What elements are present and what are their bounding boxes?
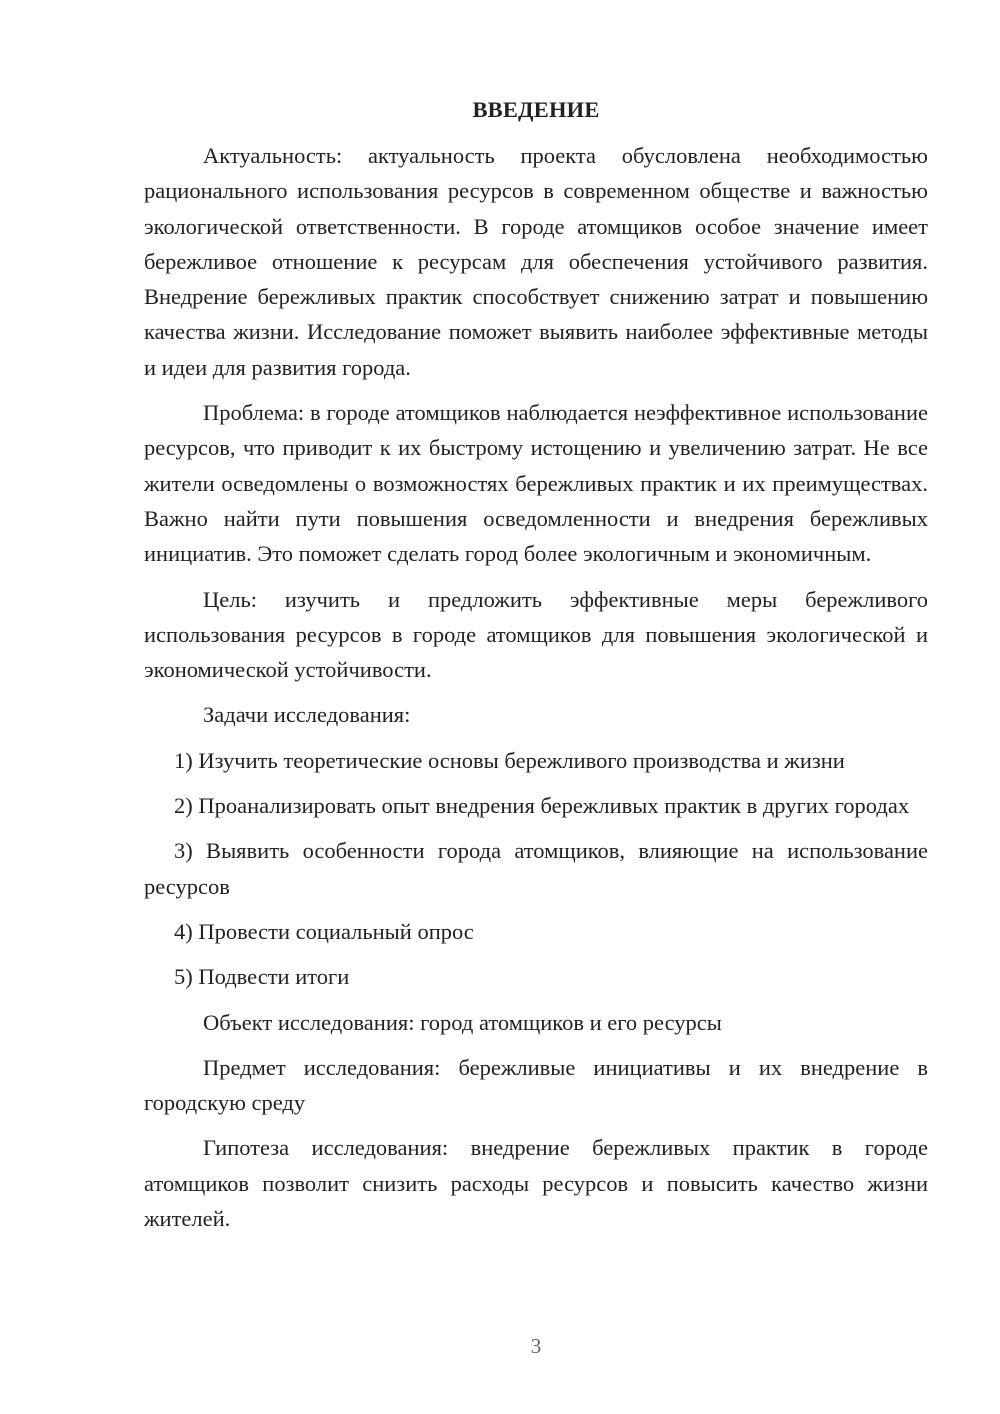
relevance-paragraph: Актуальность: актуальность проекта обусловлена необходимостью рационального использования ресурсов в современном обществе и важностью экологической ответственности. В городе атомщиков особое значение имеет бережливое отношение к ресурсам для обеспечения устойчивого развития. Внедрение бережливых практик способствует снижению затрат и повышению качества жизни. Исследование поможет выявить наиболее эффективные методы и идеи для развития города. [144,143,928,380]
task-item-5: 5) Подвести итоги [174,964,350,990]
tasks-title: Задачи исследования: [203,702,411,728]
page-content [144,92,928,1246]
task-item-4: 4) Провести социальный опрос [174,918,474,944]
hypothesis-paragraph: Гипотеза исследования: внедрение бережливых практик в городе атомщиков позволит снизить расходы ресурсов и повысить качество жизни жителей. [144,1135,928,1232]
section-heading: ВВЕДЕНИЕ [472,97,600,122]
problem-paragraph: Проблема: в городе атомщиков наблюдается неэффективное использование ресурсов, что приводит к их быстрому истощению и увеличению затрат. Не все жители осведомлены о возможностях бережливых практик и их преимуществах. Важно найти пути повышения осведомленности и внедрения бережливых инициатив. Это поможет сделать город более экологичным и экономичным. [144,400,928,567]
task-item-1: 1) Изучить теоретические основы бережливого производства и жизни [174,747,845,773]
research-object-paragraph: Объект исследования: город атомщиков и его ресурсы [203,1009,722,1035]
task-item-3: 3) Выявить особенности города атомщиков, влияющие на использование ресурсов [144,838,928,899]
research-subject-paragraph: Предмет исследования: бережливые инициативы и их внедрение в городскую среду [144,1054,928,1116]
goal-paragraph: Цель: изучить и предложить эффективные меры бережливого использования ресурсов в городе атомщиков для повышения экологической и экономической устойчивости. [144,586,928,683]
task-item-2: 2) Проанализировать опыт внедрения бережливых практик в других городах [174,793,910,819]
page-number: 3 [530,1334,542,1358]
